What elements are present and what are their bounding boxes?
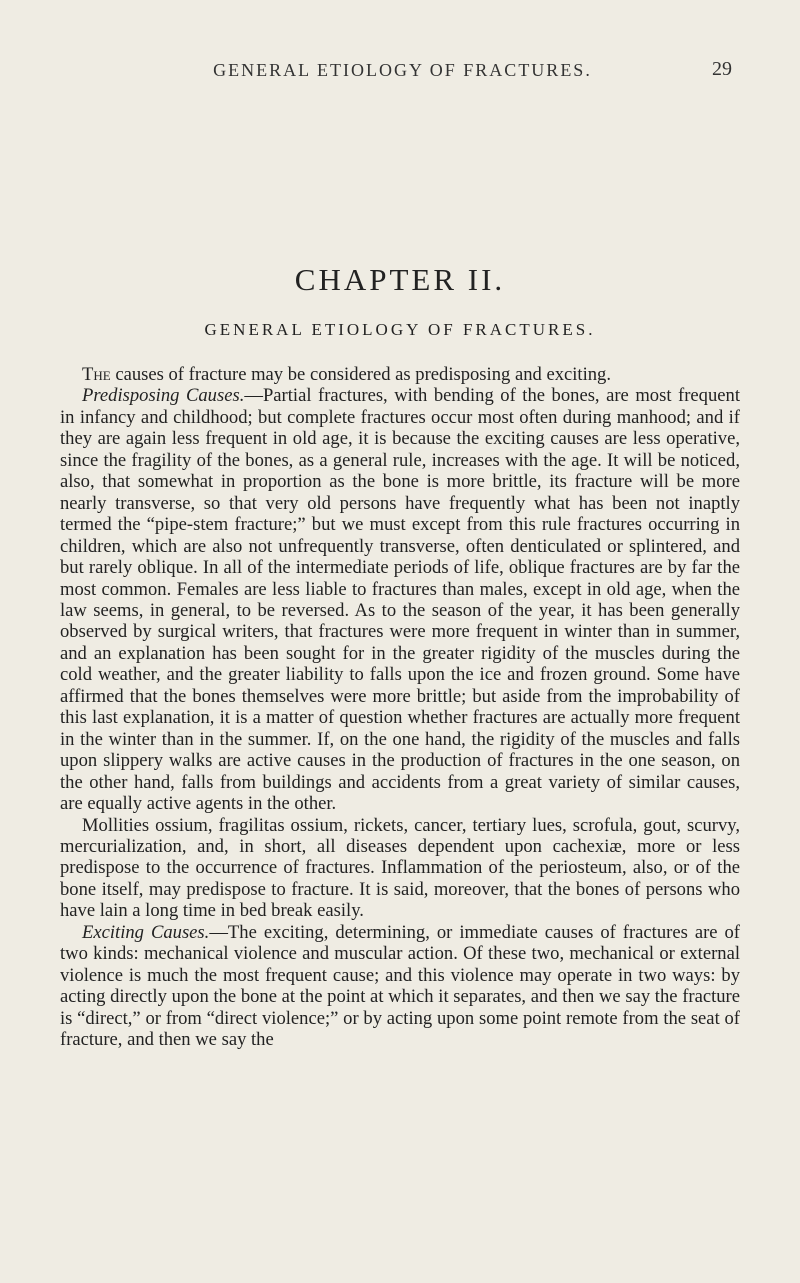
paragraph-diseases <box>60 815 740 922</box>
paragraph-lead-word: The <box>82 364 111 385</box>
chapter-title: CHAPTER II. <box>294 262 506 297</box>
paragraph-exciting-causes <box>60 922 740 1051</box>
paragraph-text: —The exciting, determining, or immediate causes of fractures are of two kinds: mechanical violence and muscular action. Of these two, mechanical or external violence is much the most frequent cause; and this violence may operate in two ways: by acting directly upon the bone at the point at which it separates, and then we say the fracture is “direct,” or from “direct violence;” or by acting upon some point remote from the seat of fracture, and then we say the <box>60 921 740 1051</box>
page-number: 29 <box>712 58 732 80</box>
paragraph-text: Mollities ossium, fragilitas ossium, rickets, cancer, tertiary lues, scrofula, gout, scurvy, mercurialization, and, in short, all diseases dependent upon cachexiæ, more or less predispose to the occurrence of fractures. Inflammation of the periosteum, also, or of the bone itself, may predispose to fracture. It is said, moreover, that the bones of persons who have lain a long time in bed break easily. <box>60 814 740 922</box>
chapter-subtitle: GENERAL ETIOLOGY OF FRACTURES. <box>204 320 596 339</box>
paragraph-predisposing-causes <box>60 385 740 814</box>
section-heading-predisposing: Predisposing Causes. <box>82 385 245 407</box>
section-heading-exciting: Exciting Causes. <box>82 921 210 943</box>
paragraph-intro <box>60 364 740 385</box>
running-head: GENERAL ETIOLOGY OF FRACTURES. <box>213 60 592 80</box>
paragraph-text: causes of fracture may be considered as predisposing and exciting. <box>110 364 611 385</box>
paragraph-text: —Partial fractures, with bending of the bones, are most frequent in infancy and childhood; but complete fractures occur most often during manhood; and if they are again less frequent in old age, it is because the exciting causes are less operative, since the fragility of the bones, as a general rule, increases with the age. It will be noticed, also, that somewhat in proportion as the bone is more brittle, its fracture will be more nearly transverse, so that very old persons have frequently what has been not inaptly termed the “pipe-stem fracture;” but we must except from this rule fractures occurring in children, which are also not unfrequently transverse, often denticulated or splintered, and but rarely oblique. In all of the intermediate periods of life, oblique fractures are by far the most common. Females are less liable to fractures than males, except in old age, when the law seems, in general, to be reversed. As to the season of the year, it has been generally observed by surgical writers, that fractures were more frequent in winter than in summer, and an explanation has been sought for in the greater rigidity of the muscles during the cold weather, and the greater liability to falls upon the ice and frozen ground. Some have affirmed that the bones themselves were more brittle; but aside from the improbability of this last explanation, it is a matter of question whether fractures are actually more frequent in the winter than in the summer. If, on the one hand, the rigidity of the muscles and falls upon slippery walks are active causes in the production of fractures in the one season, on the other hand, falls from buildings and accidents from a great variety of similar causes, are equally active agents in the other. <box>60 385 740 815</box>
body-text <box>60 364 740 1051</box>
